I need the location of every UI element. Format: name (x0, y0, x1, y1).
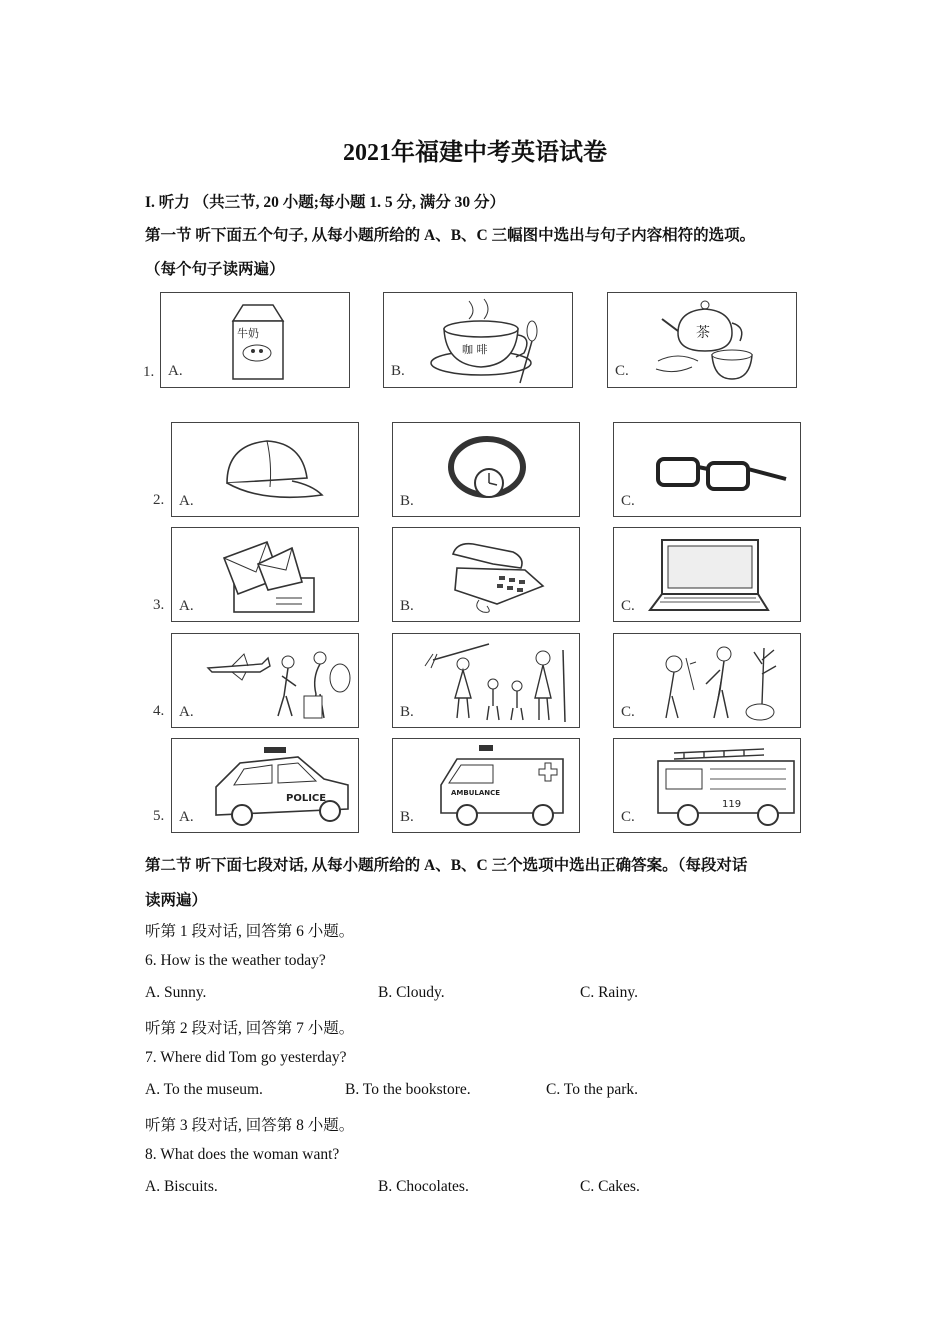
option-1a[interactable] (160, 292, 350, 388)
answer-option-c[interactable]: C. Cakes. (580, 1178, 640, 1195)
watch-icon (393, 423, 581, 518)
option-letter: A. (179, 598, 194, 614)
svg-text:AMBULANCE: AMBULANCE (451, 789, 501, 797)
option-letter: A. (179, 704, 194, 720)
option-4c[interactable] (613, 633, 801, 728)
question-number: 3. (153, 597, 165, 613)
glasses-icon (614, 423, 802, 518)
answer-option-c[interactable]: C. To the park. (546, 1081, 639, 1098)
svg-text:咖 啡: 咖 啡 (462, 343, 488, 356)
option-5a[interactable] (171, 738, 359, 833)
part1-instructions-cont: （每个句子读两遍） (145, 261, 285, 278)
question-text: 6. How is the weather today? (145, 952, 326, 969)
coffee-cup-icon (384, 293, 574, 389)
answer-option-a[interactable]: A. To the museum. (145, 1081, 263, 1098)
milk-carton-icon (161, 293, 351, 389)
svg-text:牛奶: 牛奶 (237, 327, 259, 340)
option-letter: C. (621, 809, 635, 825)
ambulance-icon (393, 739, 581, 834)
option-letter: B. (400, 598, 414, 614)
answer-option-b[interactable]: B. Cloudy. (378, 984, 445, 1001)
option-2b[interactable] (392, 422, 580, 517)
question-text: 7. Where did Tom go yesterday? (145, 1049, 347, 1066)
option-letter: A. (179, 809, 194, 825)
travel-icon (172, 634, 360, 729)
option-letter: A. (179, 493, 194, 509)
option-letter: C. (621, 704, 635, 720)
letters-icon (172, 528, 360, 623)
tree-planting-icon (614, 634, 802, 729)
answer-option-a[interactable]: A. Sunny. (145, 984, 207, 1001)
dialogue-intro: 听第 3 段对话, 回答第 8 小题。 (145, 1117, 355, 1134)
option-2a[interactable] (171, 422, 359, 517)
question-number: 1. (143, 364, 155, 380)
part2-instructions-cont: 读两遍） (145, 892, 208, 909)
option-1b[interactable] (383, 292, 573, 388)
section-heading: I. 听力 （共三节, 20 小题;每小题 1. 5 分, 满分 30 分） (145, 194, 505, 211)
option-4b[interactable] (392, 633, 580, 728)
option-letter: C. (621, 598, 635, 614)
option-3a[interactable] (171, 527, 359, 622)
answer-option-a[interactable]: A. Biscuits. (145, 1178, 218, 1195)
question-number: 5. (153, 808, 165, 824)
option-2c[interactable] (613, 422, 801, 517)
option-letter: B. (400, 809, 414, 825)
police-car-icon (172, 739, 360, 834)
cleaning-icon (393, 634, 581, 729)
option-1c[interactable] (607, 292, 797, 388)
answer-option-c[interactable]: C. Rainy. (580, 984, 638, 1001)
svg-text:POLICE: POLICE (286, 793, 327, 804)
part1-instructions: 第一节 听下面五个句子, 从每小题所给的 A、B、C 三幅图中选出与句子内容相符的选项。 (145, 227, 756, 244)
option-3b[interactable] (392, 527, 580, 622)
telephone-icon (393, 528, 581, 623)
option-letter: B. (400, 493, 414, 509)
option-4a[interactable] (171, 633, 359, 728)
option-letter: B. (400, 704, 414, 720)
page-title: 2021年福建中考英语试卷 (343, 140, 607, 166)
dialogue-intro: 听第 2 段对话, 回答第 7 小题。 (145, 1020, 355, 1037)
question-number: 2. (153, 492, 165, 508)
option-5b[interactable] (392, 738, 580, 833)
option-letter: A. (168, 363, 183, 379)
answer-option-b[interactable]: B. To the bookstore. (345, 1081, 471, 1098)
dialogue-intro: 听第 1 段对话, 回答第 6 小题。 (145, 923, 355, 940)
svg-text:119: 119 (722, 799, 742, 810)
question-text: 8. What does the woman want? (145, 1146, 340, 1163)
option-letter: C. (621, 493, 635, 509)
fire-engine-icon (614, 739, 802, 834)
laptop-icon (614, 528, 802, 623)
teapot-icon (608, 293, 798, 389)
option-letter: B. (391, 363, 405, 379)
option-5c[interactable] (613, 738, 801, 833)
question-number: 4. (153, 703, 165, 719)
answer-option-b[interactable]: B. Chocolates. (378, 1178, 469, 1195)
svg-text:茶: 茶 (696, 325, 710, 341)
part2-instructions: 第二节 听下面七段对话, 从每小题所给的 A、B、C 三个选项中选出正确答案。（每段对话 (145, 857, 748, 874)
option-letter: C. (615, 363, 629, 379)
option-3c[interactable] (613, 527, 801, 622)
cap-icon (172, 423, 360, 518)
